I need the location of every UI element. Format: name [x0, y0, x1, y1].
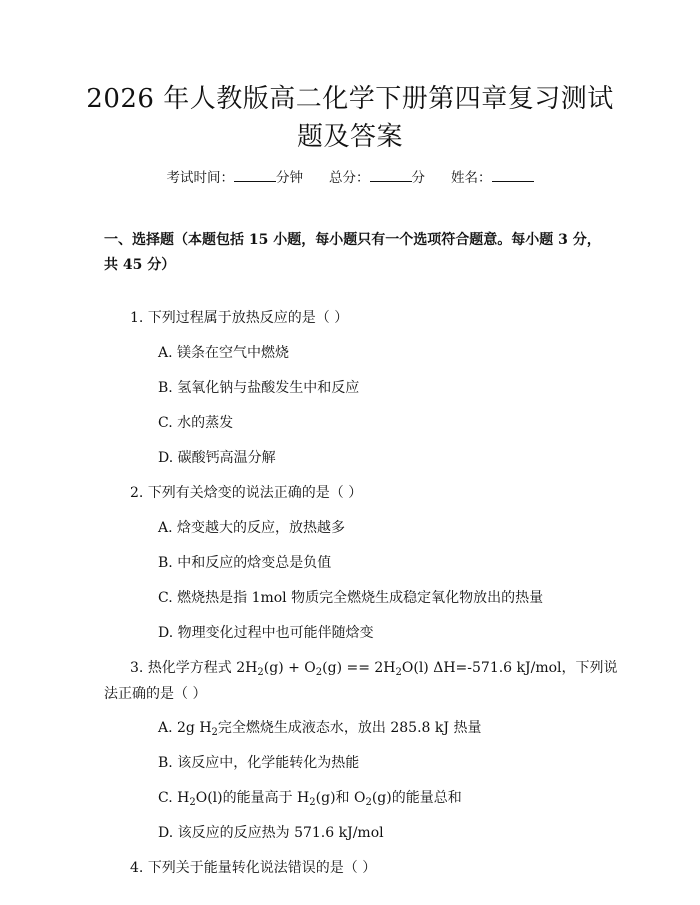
option-label: D.	[158, 625, 174, 641]
option-label: A.	[158, 520, 173, 536]
option-text: 燃烧热是指 1mol 物质完全燃烧生成稳定氧化物放出的热量	[177, 590, 544, 606]
option-part: 完全燃烧生成液态水，放出 285.8 kJ 热量	[217, 720, 482, 736]
option-text: 碳酸钙高温分解	[177, 450, 276, 466]
option-text: 水的蒸发	[177, 415, 234, 431]
question-2	[130, 483, 362, 503]
subscript: 2	[309, 797, 316, 808]
q3-option-c	[158, 788, 462, 808]
option-label: A.	[158, 720, 173, 736]
option-text: 该反应中，化学能转化为热能	[177, 755, 360, 771]
q2-option-a	[158, 518, 345, 538]
name-label: 姓名：	[451, 170, 492, 186]
stem-part: O(l) ΔH=-571.6 kJ/mol，下列说法正确的是（ ）	[104, 660, 618, 702]
q1-option-d	[158, 448, 276, 468]
option-text	[177, 720, 481, 736]
question-stem: 下列过程属于放热反应的是（ ）	[147, 310, 349, 326]
question-stem: 下列关于能量转化说法错误的是（ ）	[147, 860, 377, 876]
subscript: 2	[365, 797, 372, 808]
stem-part: (g) + O	[263, 660, 316, 676]
option-text: 焓变越大的反应，放热越多	[177, 520, 346, 536]
document-title	[60, 80, 640, 156]
option-label: C.	[158, 415, 173, 431]
q3-option-d	[158, 823, 384, 843]
question-number: 3.	[130, 660, 144, 676]
q2-option-c	[158, 588, 543, 608]
q3-option-b	[158, 753, 359, 773]
question-1	[130, 308, 348, 328]
subscript: 2	[395, 667, 402, 678]
option-part: (g)和 O	[315, 790, 366, 806]
option-text: 物理变化过程中也可能伴随焓变	[177, 625, 374, 641]
stem-part: (g) == 2H	[322, 660, 396, 676]
score-blank	[370, 168, 412, 182]
option-part: (g)的能量总和	[371, 790, 462, 806]
question-4	[130, 858, 376, 878]
score-label: 总分：	[329, 170, 370, 186]
title-line-1: 2026 年人教版高二化学下册第四章复习测试	[86, 84, 614, 114]
option-part: H	[177, 790, 190, 806]
title-line-2: 题及答案	[296, 122, 403, 152]
subscript: 2	[211, 727, 218, 738]
option-text: 中和反应的焓变总是负值	[177, 555, 332, 571]
time-unit: 分钟	[276, 170, 303, 186]
option-label: D.	[158, 450, 174, 466]
question-stem: 下列有关焓变的说法正确的是（ ）	[147, 485, 363, 501]
question-number: 2.	[130, 485, 144, 501]
option-label: C.	[158, 790, 173, 806]
option-text: 氢氧化钠与盐酸发生中和反应	[177, 380, 360, 396]
q2-option-b	[158, 553, 331, 573]
option-text: 该反应的反应热为 571.6 kJ/mol	[177, 825, 384, 841]
time-blank	[234, 168, 276, 182]
option-label: B.	[158, 555, 173, 571]
option-text	[177, 790, 462, 806]
stem-part: 热化学方程式 2H	[147, 660, 258, 676]
section-title: 一、选择题（本题包括 15 小题，每小题只有一个选项符合题意。每小题 3 分，共 45 分）	[104, 232, 601, 273]
q1-option-a	[158, 343, 289, 363]
q1-option-c	[158, 413, 233, 433]
q3-option-a	[158, 718, 481, 738]
option-label: B.	[158, 755, 173, 771]
time-label: 考试时间：	[166, 170, 234, 186]
exam-info	[0, 168, 700, 188]
score-unit: 分	[411, 170, 425, 186]
q1-option-b	[158, 378, 359, 398]
option-part: 2g H	[177, 720, 212, 736]
question-3	[104, 655, 620, 707]
subscript: 2	[315, 667, 323, 678]
option-label: C.	[158, 590, 173, 606]
name-blank	[492, 168, 534, 182]
option-label: A.	[158, 345, 173, 361]
option-label: B.	[158, 380, 173, 396]
option-part: O(l)的能量高于 H	[195, 790, 310, 806]
subscript: 2	[189, 797, 196, 808]
question-number: 4.	[130, 860, 144, 876]
option-text: 镁条在空气中燃烧	[177, 345, 290, 361]
question-number: 1.	[130, 310, 144, 326]
q2-option-d	[158, 623, 374, 643]
option-label: D.	[158, 825, 174, 841]
subscript: 2	[257, 667, 264, 678]
